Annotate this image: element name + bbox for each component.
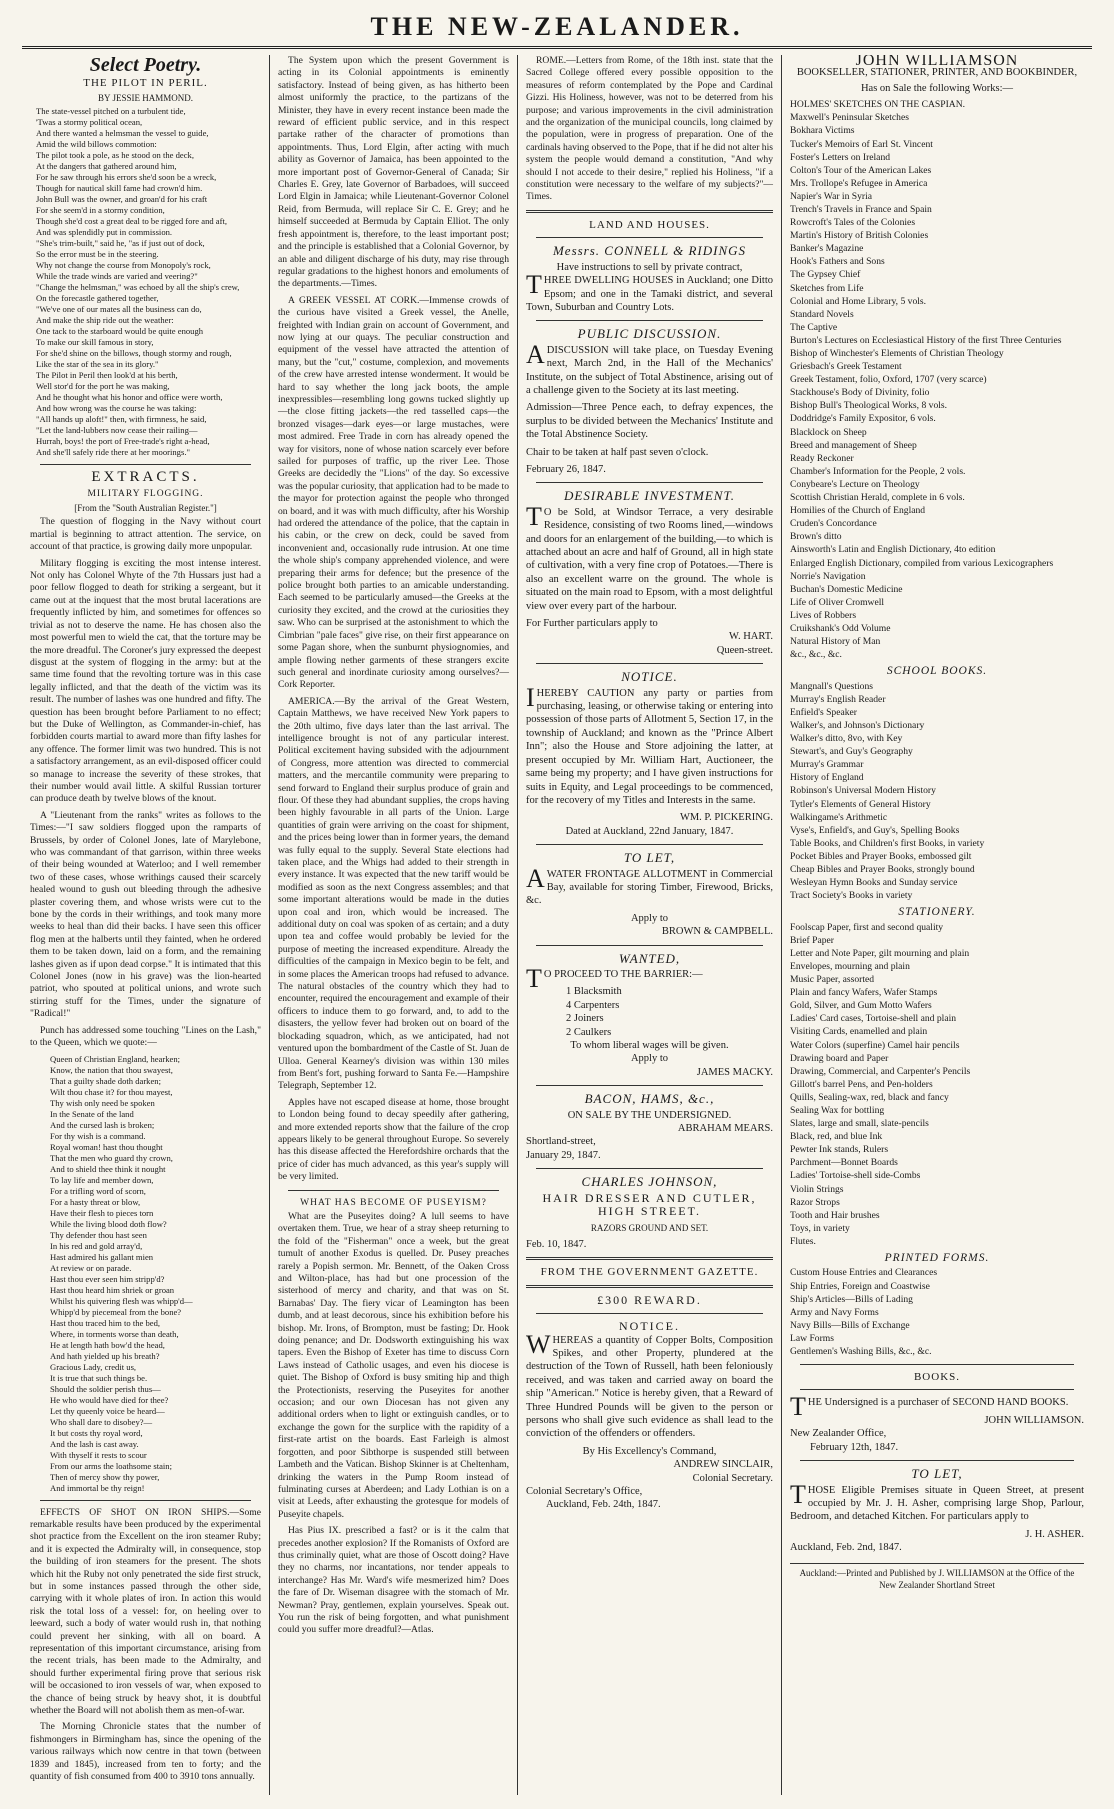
- list-item: Foolscap Paper, first and second quality: [790, 921, 944, 933]
- list-item: Rowcroft's Tales of the Colonies: [790, 217, 916, 229]
- discussion-ad: [526, 327, 773, 476]
- poem-line: With thyself it rests to scour: [50, 1449, 147, 1460]
- column-1: [22, 55, 270, 1795]
- list-item: Doddridge's Family Expositor, 6 vols.: [790, 413, 936, 425]
- poem-line: And the lash is cast away.: [50, 1438, 139, 1449]
- poem-line: The state-vessel pitched on a turbulent tide,: [36, 106, 186, 117]
- to-let-2-date: Auckland, Feb. 2nd, 1847.: [790, 1542, 902, 1554]
- lash-poem: [30, 1054, 261, 1494]
- poem-line: Hurrah, boys! the port of Free-trade's right a-head,: [36, 436, 210, 447]
- gazette-heading: FROM THE GOVERNMENT GAZETTE.: [540, 1266, 759, 1279]
- list-item: Ladies' Tortoise-shell side-Combs: [790, 1170, 921, 1182]
- poem-line: Though for nautical skill fame had crown'd him.: [36, 183, 203, 194]
- list-item: Standard Novels: [790, 308, 854, 320]
- land-heading: LAND AND HOUSES.: [589, 218, 710, 231]
- list-item: Drawing, Commercial, and Carpenter's Pencils: [790, 1065, 971, 1077]
- johnson-note: RAZORS GROUND AND SET.: [590, 1223, 709, 1234]
- reward-heading: £300 REWARD.: [597, 1292, 702, 1307]
- bacon-body: ON SALE BY THE UNDERSIGNED.: [567, 1109, 732, 1121]
- list-item: Mrs. Trollope's Refugee in America: [790, 177, 928, 189]
- notice2-name: ANDREW SINCLAIR,: [673, 1459, 773, 1471]
- poem-line: And to shield thee think it nought: [50, 1163, 166, 1174]
- poem-line: So the error must be in the steering.: [36, 249, 159, 260]
- list-item: Gillott's barrel Pens, and Pen-holders: [790, 1078, 933, 1090]
- divider: [40, 464, 251, 465]
- poem-line: The pilot took a pole, as he stood on the deck,: [36, 150, 194, 161]
- divider: [536, 1085, 763, 1086]
- list-item: Bokhara Victims: [790, 125, 855, 137]
- wanted-item: 1 Blacksmith: [566, 986, 622, 998]
- list-item: Blacklock on Sheep: [790, 426, 867, 438]
- article-paragraph: Military flogging is exciting the most intense interest. Not only has Colonel Whyte of the 7th Hussars just had a poor fellow flogged to death for striking a sergeant, but it came out at the inquest that the most brutal lacerations are frequently inflicted by him, and sometimes for offences so trivial as not to deserve the name. He has chosen also the most powerful men to wield the cat, that the torture may be the more dreadful. The Coroner's jury expressed the deepest disgust at the system of flogging in the army: but at the same time found that the revolting torture was in this case legally inflicted, and that the death of the victim was its result. The number of lashes was one hundred and fifty. The question has been brought before Parliament to no effect; but the Duke of Wellington, as Commander-in-chief, has forbidden courts martial to award more than fifty lashes for any offence. The former limit was two hundred. This is not a satisfactory arrangement, as an evil-disposed officer could so manage to increase the severity of these strokes, that their number would avail little. A skilful Russian torturer can produce death by twelve blows of the knout.: [30, 557, 261, 805]
- poem-line: Though she'd cost a great deal to be rigged fore and aft,: [36, 216, 228, 227]
- list-item: Letter and Note Paper, gilt mourning and plain: [790, 947, 970, 959]
- divider: [536, 237, 763, 238]
- list-item: HOLMES' SKETCHES ON THE CASPIAN.: [790, 99, 966, 111]
- williamson-name: JOHN WILLIAMSON: [855, 55, 1019, 69]
- list-item: Conybeare's Lecture on Theology: [790, 478, 920, 490]
- list-item: Trench's Travels in France and Spain: [790, 203, 932, 215]
- bacon-heading: BACON, HAMS, &c.,: [584, 1091, 715, 1107]
- bacon-date: January 29, 1847.: [526, 1149, 601, 1161]
- list-item: Music Paper, assorted: [790, 974, 875, 986]
- poem-line: For she seem'd in a stormy condition,: [36, 205, 165, 216]
- list-item: Walkingame's Arithmetic: [790, 811, 888, 823]
- article-paragraph: Apples have not escaped disease at home, those brought to London being found to decay speedily after gathering, and more extended reports show that the failure of the crop appears likely to be general throughout Europe. So severely has this disease affected the Herefordshire orchards that the price of cider has much advanced, as this year's supply will be very limited.: [278, 1096, 509, 1183]
- to-let-2-body: THOSE Eligible Premises situate in Queen Street, at present occupied by Mr. J. H. Asher, comprising large Shop, Parlour, Bedroom, and detached Kitchen. For particulars apply to: [790, 1479, 1084, 1523]
- column-4: [782, 55, 1092, 1795]
- discussion-date: February 26, 1847.: [526, 463, 606, 475]
- wanted-wages: To whom liberal wages will be given.: [570, 1040, 729, 1051]
- poem-line: 'Twas a stormy political ocean,: [36, 117, 143, 128]
- list-item: Maxwell's Peninsular Sketches: [790, 112, 909, 124]
- wanted-apply: Apply to: [630, 1053, 669, 1065]
- investment-body: TO be Sold, at Windsor Terrace, a very desirable Residence, consisting of two Rooms lined,—windows and doors for an enlargement of the building,—to which is attached about an acre and half of Ground, all in high state of cultivation, with a very fine crop of Potatoes.—There is also an excellent warre on the ground. The whole is situated on the main road to Epsom, with a most delightful view over every part of the harbour.: [526, 501, 773, 612]
- poem-line: Well stor'd for the port he was making,: [36, 381, 170, 392]
- notice2-body: WHEREAS a quantity of Copper Bolts, Composition Spikes, and other Property, plundered at the destruction of the Town of Russell, hath been feloniously received, and was taken and carried away on board the ship "American." Notice is hereby given, that a Reward of Three Hundred Pounds will be given to the person or persons who shall give such evidence as shall lead to the conviction of the offenders or offenders.: [526, 1329, 773, 1440]
- connell-heading: Messrs. CONNELL & RIDINGS: [552, 243, 747, 259]
- list-item: Norrie's Navigation: [790, 570, 866, 582]
- list-item: Walker's, and Johnson's Dictionary: [790, 719, 925, 731]
- poem-line: And immortal be thy reign!: [50, 1482, 145, 1493]
- stationery-heading: STATIONERY.: [898, 906, 976, 919]
- to-let-body: AWATER FRONTAGE ALLOTMENT in Commercial Bay, available for storing Timber, Firewood, Bricks, &c.: [526, 863, 773, 907]
- to-let-name: BROWN & CAMPBELL.: [661, 926, 773, 938]
- list-item: Scottish Christian Herald, complete in 6 vols.: [790, 492, 965, 504]
- article-paragraph: AMERICA.—By the arrival of the Great Western, Captain Matthews, we have received New York papers to the 20th ultimo, five days later than the last arrival. The intelligence brought is not of any particular interest. Political excitement having subsided with the adjournment of Congress, more attention was directed to commercial matters, and the mercantile community were preparing to send forward to England their surplus produce of grain and flour. Of these they had abundant supplies, the crops having been highly favourable in all parts of the Union. Large quantities of grain were arriving on the coast for shipment, and the prices being lower than in former years, the demand was fully equal to the supply. Several State elections had taken place, and the Whigs had added to their strength in every instance. It was expected that the new tariff would be modified as soon as the next Congress assembles; and that some important alterations would be made in the duties upon coal and iron, which would be increased. The additional duty on coal was spoken of as certain; and a duty upon tea and coffee would probably be levied for the purpose of meeting the increased expenditure. Already the difficulties of the campaign in Mexico begin to be felt, and in some places the American troops had refused to advance. The natural obstacles of the country which they had to encounter, required the encouragement and example of their officers to induce them to go forward, and, to add to the disasters, the yellow fever had broken out on board of the blockading squadron, which, as we anticipated, had not ventured upon the bombardment of the Castle of St. Juan de Ulloa. General Kearney's division was within 130 miles from Bent's fort, pushing forward to Santa Fe.—Hampshire Telegraph, September 12.: [278, 695, 509, 1092]
- notice2-heading: NOTICE.: [619, 1319, 680, 1334]
- wanted-list: [526, 985, 773, 1039]
- list-item: Mangnall's Questions: [790, 680, 874, 692]
- forms-list: [790, 1266, 1084, 1358]
- notice2-office: Colonial Secretary's Office,: [526, 1485, 643, 1497]
- bacon-name: ABRAHAM MEARS.: [677, 1123, 773, 1135]
- discussion-body: ADISCUSSION will take place, on Tuesday Evening next, March 2nd, in the Hall of the Mechanics' Institute, on the subject of Total Abstinence, arising out of a challenge given to the Society at its last meeting.: [526, 339, 773, 396]
- list-item: Flutes.: [790, 1235, 816, 1247]
- list-item: The Captive: [790, 321, 838, 333]
- wanted-name: JAMES MACKY.: [696, 1066, 773, 1078]
- column-3: [518, 55, 782, 1795]
- list-item: Tucker's Memoirs of Earl St. Vincent: [790, 138, 933, 150]
- list-item: Robinson's Universal Modern History: [790, 785, 936, 797]
- poem-line: One tack to the starboard would be quite enough: [36, 326, 204, 337]
- poem-line: Who shall dare to disobey?—: [50, 1416, 153, 1427]
- poem-line: That a guilty shade doth darken;: [50, 1075, 161, 1086]
- list-item: Water Colors (superfine) Camel hair pencils: [790, 1039, 960, 1051]
- investment-heading: DESIRABLE INVESTMENT.: [564, 488, 735, 504]
- list-item: Pewter Ink stands, Rulers: [790, 1144, 889, 1156]
- list-item: Griesbach's Greek Testament: [790, 361, 902, 373]
- wanted-item: 4 Carpenters: [566, 999, 620, 1011]
- list-item: Ship Entries, Foreign and Coastwise: [790, 1280, 930, 1292]
- list-item: History of England: [790, 772, 864, 784]
- poem-line: That the men who guard thy crown,: [50, 1152, 173, 1163]
- poem-line: And he thought what his honor and office were worth,: [36, 392, 223, 403]
- poem-line: While the trade winds are varied and veering?": [36, 271, 198, 282]
- investment-name: W. HART.: [729, 631, 773, 643]
- poem-line: The Pilot in Peril then look'd at his berth,: [36, 370, 178, 381]
- poem-line: Hast thou ever seen him stripp'd?: [50, 1273, 165, 1284]
- poem-line: From our arms the loathsome stain;: [50, 1460, 172, 1471]
- list-item: Wesleyan Hymn Books and Sunday service: [790, 877, 958, 889]
- list-item: Law Forms: [790, 1332, 834, 1344]
- list-item: Buchan's Domestic Medicine: [790, 583, 903, 595]
- list-item: Ainsworth's Latin and English Dictionary, 4to edition: [790, 544, 996, 556]
- column-2: [270, 55, 518, 1795]
- column-2-articles: [278, 55, 509, 1184]
- poem-line: It is true that such things be.: [50, 1372, 148, 1383]
- poem-text: [30, 106, 261, 458]
- list-item: Pocket Bibles and Prayer Books, embossed gilt: [790, 850, 972, 862]
- list-item: Visiting Cards, enamelled and plain: [790, 1026, 928, 1038]
- list-item: Hook's Fathers and Sons: [790, 256, 885, 268]
- poem-line: And hath yielded up his breath?: [50, 1350, 160, 1361]
- johnson-trade: HAIR DRESSER AND CUTLER,: [542, 1190, 757, 1205]
- list-item: Burton's Lectures on Ecclesiastical History of the first Three Centuries: [790, 334, 1062, 346]
- imprint: Auckland:—Printed and Published by J. WILLIAMSON at the Office of the New Zealander Shortland Street: [790, 1563, 1084, 1592]
- list-item: Stewart's, and Guy's Geography: [790, 746, 913, 758]
- poem-title: THE PILOT IN PERIL.: [83, 77, 208, 90]
- poem-line: "Let the land-lubbers now cease their railing—: [36, 425, 198, 436]
- to-let-apply: Apply to: [630, 912, 669, 924]
- list-item: Enlarged English Dictionary, compiled from various Lexicographers: [790, 557, 1054, 569]
- list-item: Gold, Silver, and Gum Motto Wafers: [790, 1000, 932, 1012]
- poem-line: He at length hath bow'd the head,: [50, 1339, 165, 1350]
- poem-line: Hast admired his gallant mien: [50, 1251, 154, 1262]
- poem-line: Let thy queenly voice be heard—: [50, 1405, 165, 1416]
- notice-ad: [526, 670, 773, 838]
- poem-line: And make the ship ride out the weather:: [36, 315, 174, 326]
- poem-line: Gracious Lady, credit us,: [50, 1361, 137, 1372]
- poem-line: Why not change the course from Monopoly's rock,: [36, 260, 211, 271]
- list-item: Natural History of Man: [790, 636, 881, 648]
- list-item: Foster's Letters on Ireland: [790, 151, 891, 163]
- list-item: Brief Paper: [790, 934, 834, 946]
- poem-line: To make our skill famous in story,: [36, 337, 154, 348]
- poem-line: For a trifling word of scorn,: [50, 1185, 146, 1196]
- poem-line: Then of mercy show thy power,: [50, 1471, 160, 1482]
- article-paragraph: Has Pius IX. prescribed a fast? or is it the calm that precedes another explosion? If the Romanists of Oxford are thus criminally quiet, what are those of Oscott doing? Have they no charms, nor incantations, nor tender appeals to interchange? Has Mr. Ward's wife mesmerized him? Does the fare of Dr. Wiseman disagree with the stomach of Mr. Newman? Pray, gentlemen, explain yourselves. Speak out. You run the risk of being forgotten, and what punishment could you suffer more dreadful?—Atlas.: [278, 1525, 509, 1636]
- list-item: Tract Society's Books in variety: [790, 890, 913, 902]
- reward-ad: [526, 1294, 773, 1512]
- poem-line: And how wrong was the course he was taking:: [36, 403, 197, 414]
- poem-line: Hast thou traced him to the bed,: [50, 1317, 161, 1328]
- poem-line: While the living blood doth flow?: [50, 1218, 167, 1229]
- notice2-title: Colonial Secretary.: [692, 1472, 773, 1484]
- poem-line: For a hasty threat or blow,: [50, 1196, 141, 1207]
- list-item: The Gypsey Chief: [790, 269, 861, 281]
- works-list: [790, 98, 1084, 661]
- connell-sub: Have instructions to sell by private contract,: [556, 261, 743, 273]
- list-item: Sealing Wax for bottling: [790, 1104, 885, 1116]
- puseyism-heading: WHAT HAS BECOME OF PUSEYISM?: [300, 1197, 487, 1208]
- article-paragraph: The question of flogging in the Navy without court martial is beginning to attract attention. The service, on account of that practice, is growing daily more unpopular.: [30, 516, 261, 553]
- poem-line: Hast thou heard him shriek or groan: [50, 1284, 175, 1295]
- discussion-admission: Admission—Three Pence each, to defray expences, the surplus to be divided between the Mechanics' Institute and the Total Abstinence Society.: [526, 402, 773, 441]
- notice-heading: NOTICE.: [621, 669, 678, 685]
- list-item: Bishop Bull's Theological Works, 8 vols.: [790, 400, 948, 412]
- extracts-heading: EXTRACTS.: [91, 469, 200, 486]
- poem-line: He who would have died for thee?: [50, 1394, 169, 1405]
- poem-line: And there wanted a helmsman the vessel to guide,: [36, 128, 209, 139]
- divider: [526, 1257, 773, 1260]
- list-item: Ship's Articles—Bills of Lading: [790, 1293, 913, 1305]
- list-item: &c., &c., &c.: [790, 649, 842, 661]
- list-item: Sketches from Life: [790, 282, 864, 294]
- list-item: Chamber's Information for the People, 2 vols.: [790, 465, 966, 477]
- poem-line: "All hands up aloft!" then, with firmness, he said,: [36, 414, 207, 425]
- list-item: Homilies of the Church of England: [790, 505, 926, 517]
- books-office: New Zealander Office,: [790, 1428, 887, 1440]
- poem-line: Whilst his quivering flesh was whipp'd—: [50, 1295, 193, 1306]
- list-item: Razor Strops: [790, 1196, 840, 1208]
- list-item: Breed and management of Sheep: [790, 439, 917, 451]
- divider: [536, 663, 763, 664]
- poem-line: Queen of Christian England, hearken;: [50, 1053, 181, 1064]
- discussion-heading: PUBLIC DISCUSSION.: [577, 326, 722, 342]
- bacon-address: Shortland-street,: [526, 1136, 596, 1148]
- notice-body: IHEREBY CAUTION any party or parties from purchasing, leasing, or otherwise taking or entering into possession of those parts of Allotment 5, Section 17, in the township of Auckland; and known as the "Prince Albert Inn"; also the House and Store adjoining the latter, at present occupied by Mr. William Hart, Auctioneer, the same being my property; and I have given instructions for suits in Equity, and Legal proceedings to be commenced, for the recovery of my Titles and Interests in the same.: [526, 682, 773, 806]
- poem-line: Have their flesh to pieces torn: [50, 1207, 154, 1218]
- list-item: Murray's English Reader: [790, 693, 886, 705]
- list-item: Parchment—Bonnet Boards: [790, 1157, 898, 1169]
- to-let-2-heading: TO LET,: [911, 1466, 963, 1482]
- wanted-heading: WANTED,: [618, 950, 681, 966]
- johnson-street: HIGH STREET.: [597, 1204, 702, 1219]
- wanted-ad: [526, 952, 773, 1080]
- to-let-2-name: J. H. ASHER.: [1025, 1528, 1084, 1540]
- books-name: JOHN WILLIAMSON.: [984, 1414, 1084, 1426]
- books-heading: BOOKS.: [913, 1371, 961, 1384]
- notice-name: WM. P. PICKERING.: [679, 812, 773, 824]
- article-paragraph: Punch has addressed some touching "Lines on the Lash," to the Queen, which we quote:—: [30, 1024, 261, 1049]
- johnson-ad: [526, 1175, 773, 1251]
- divider: [536, 844, 763, 845]
- wanted-item: 2 Caulkers: [566, 1026, 612, 1038]
- flogging-source: [From the "South Australian Register."]: [74, 503, 217, 514]
- article-paragraph: A "Lieutenant from the ranks" writes as follows to the Times:—"I saw soldiers flogged upon the ramparts of Brussels, by order of Colonel Jones, late of Marylebone, who was commandant of that garrison, within three weeks of their being wounded at Waterloo; and I well remember two of these cases, whose writhings caused their scarcely healed wound to gush out bleeding through the adhesive plaster covering them, and whose wrists were cut to the bone by the cords in their writhings, and took many more weeks to heal than did their backs. I have seen this officer flog men at the halberts until they fainted, when he ordered them to be taken down, laid on a form, and the remaining lashes given as if upon dead corpse." It is intimated that this Colonel Jones (now in his grave) was the lion-hearted patriot, who spouted at political unions, and wrote such stirring stuff for the Times, under the signature of "Radical!": [30, 809, 261, 1020]
- williamson-intro: Has on Sale the following Works:—: [860, 82, 1014, 94]
- list-item: Toys, in variety: [790, 1222, 850, 1234]
- list-item: Custom House Entries and Clearances: [790, 1267, 938, 1279]
- connell-ad: [526, 244, 773, 314]
- connell-body: THREE DWELLING HOUSES in Auckland; one Ditto Epsom; and one in the Tamaki district, and several Town, Suburban and Country Lots.: [526, 270, 773, 313]
- list-item: Ladies' Card cases, Tortoise-shell and plain: [790, 1013, 957, 1025]
- list-item: Envelopes, mourning and plain: [790, 960, 910, 972]
- discussion-chair: Chair to be taken at half past seven o'clock.: [526, 446, 709, 458]
- list-item: Bishop of Winchester's Elements of Christian Theology: [790, 348, 1004, 359]
- to-let-2-ad: [790, 1467, 1084, 1554]
- list-item: Enfield's Speaker: [790, 706, 857, 718]
- rome-article: ROME.—Letters from Rome, of the 18th inst. state that the Sacred College offered every possible opposition to the measures of reform contemplated by the Pope and Cardinal Gizzi. His Holiness, however, was not to be deterred from his purpose; and various improvements in the civil administration and the organization of the municipal councils, long claimed by the population, were in progress of preparation. One of the cardinals having observed to the Pope, that if he did not alter his system the people would demand a constitution, "And why should I not accede to their desire," replied his Holiness, "if a constitution were necessary to the welfare of my subjects?"—Times.: [526, 55, 773, 203]
- poem-line: At the dangers that gathered around him,: [36, 161, 177, 172]
- list-item: Martin's History of British Colonies: [790, 230, 929, 242]
- divider: [800, 1389, 1074, 1390]
- williamson-trade: BOOKSELLER, STATIONER, PRINTER, AND BOOKBINDER,: [796, 67, 1078, 79]
- books-date: February 12th, 1847.: [810, 1441, 899, 1453]
- poem-line: On the forecastle gathered together,: [36, 293, 159, 304]
- books-body: THE Undersigned is a purchaser of SECOND HAND BOOKS.: [790, 1392, 1069, 1422]
- stationery-list: [790, 921, 1084, 1248]
- list-item: Drawing board and Paper: [790, 1052, 889, 1064]
- poem-line: Know, the nation that thou swayest,: [50, 1064, 173, 1075]
- poem-line: Like the star of the sea in its glory.": [36, 359, 159, 370]
- notice2-date: Auckland, Feb. 24th, 1847.: [546, 1499, 661, 1511]
- article-paragraph: A GREEK VESSEL AT CORK.—Immense crowds of the curious have visited a Greek vessel, the Anelle, freighted with Indian grain on account of Government, and now lying at our quays. The peculiar construction and equipment of the vessel have attracted the attention of many, but the "cut," costume, complexion, and movements of the crew have arrested intense wonderment. It would be hard to say whether the long jack boots, the ample inexpressibles—resembling long gowns tucked slightly up—the close fitting jackets—the red tasselled caps—the bronzed visages—dark eyes—or large mustaches, were most admired. Free Trade in corn has already opened the way for visitors, none of whose nation scarcely ever before sailed for purposes of traffic, up the river Lee. Those Greeks are decidedly the "Lions" of the day. So excessive was the popular curiosity, that application had to be made to the mayor for protection against the people who thronged on board, and it was with much difficulty, after his Worship had ordered the attendance of the police, that the captain in his cabin, or the crew on deck, could be saved from inconvenient and, occasionally rude intrusion. At one time the whole ship's company apprehended violence, and were preparing their arms for defence; but the presence of the police brought both parties to an amicable understanding. Each seemed to be particularly amused—the Greeks at the curiosity they excited, and the crowd at the curiosities they saw. Who can be surprised at the astonishment to which the Cimbrian "pale faces" give rise, on their first appearance on some Pagan shore, when the sunburnt physiognomies, and ample flowing nether garments of these strangers excite such general and inordinate curiosity among ourselves?—Cork Reporter.: [278, 294, 509, 691]
- poem-line: At review or on parade.: [50, 1262, 132, 1273]
- article-paragraph: What are the Puseyites doing? A lull seems to have overtaken them. True, we hear of a stray sheep returning to the fold of the "Fisherman" once a week, but the great tumult of another Exodus is quelled. Dr. Pusey preaches rarely a Popish sermon. Mr. Bennett, of the Oaken Cross and Wilton-place, has had but one procession of the sisterhood of mercy and charity, and that was on St. Barnabas' Day. The fiery vicar of Leamington has been dumb, and at least decorous, since his exhibition before his bishop. Mr. Irons, of Brompton, must be fasting; Dr. Hook doing penance; and Dr. Dodsworth extinguishing his wax tapers. Even the Bishop of Exeter has time to discuss Corn Laws instead of Catholic usages, and even his diocese is quiet. The Bishop of Oxford is busy smiting hip and thigh the Protectionists, reserving the Puseyites for another occasion; and our own Diocesan has not given any additional orders when to light or extinguish candles, or to exchange the gown for the surplice with the rapidity of a first-rate artist on the boards. East Farleigh is almost forgotten, and poor Sibthorpe is suspended still between Lambeth and the Vatican. Bishop Skinner is at Cheltenham, drinking the waters in the Pump Room instead of fulminating curses at Aberdeen; and Lady Lothian is on a visit at Leeds, after exhausting the grotesque for models of Puseyite chapels.: [278, 1210, 509, 1520]
- flogging-article: [30, 516, 261, 1049]
- columns: [22, 55, 1092, 1795]
- puseyism-article: [278, 1211, 509, 1637]
- list-item: Colonial and Home Library, 5 vols.: [790, 295, 927, 307]
- list-item: Brown's ditto: [790, 531, 842, 543]
- poem-author: BY JESSIE HAMMOND.: [98, 92, 193, 103]
- johnson-heading: CHARLES JOHNSON,: [581, 1174, 718, 1190]
- list-item: Napier's War in Syria: [790, 190, 873, 202]
- poem-line: In his red and gold array'd,: [50, 1240, 143, 1251]
- list-item: Quills, Sealing-wax, red, black and fancy: [790, 1091, 949, 1103]
- poem-line: Thy wish only need be spoken: [50, 1097, 155, 1108]
- poem-line: Amid the wild billows commotion:: [36, 139, 157, 150]
- list-item: Gentlemen's Washing Bills, &c., &c.: [790, 1345, 932, 1357]
- list-item: Cruikshank's Odd Volume: [790, 622, 891, 634]
- poem-line: For he saw through his errors she'd soon be a wreck,: [36, 172, 217, 183]
- list-item: Tytler's Elements of General History: [790, 798, 931, 810]
- investment-apply: For Further particulars apply to: [526, 618, 658, 630]
- poem-line: Wilt thou chase it? for thou mayest,: [50, 1086, 173, 1097]
- divider: [288, 1190, 499, 1191]
- list-item: Army and Navy Forms: [790, 1306, 879, 1318]
- poem-line: Whipp'd by piecemeal from the bone?: [50, 1306, 182, 1317]
- poem-line: Should the soldier perish thus—: [50, 1383, 161, 1394]
- notice2-command: By His Excellency's Command,: [582, 1445, 717, 1457]
- list-item: Slates, large and small, slate-pencils: [790, 1118, 929, 1130]
- wanted-item: 2 Joiners: [566, 1013, 604, 1025]
- masthead: THE NEW-ZEALANDER.: [22, 10, 1092, 49]
- to-let-heading: TO LET,: [623, 850, 676, 866]
- poem-line: And she'll safely ride there at her moorings.": [36, 447, 190, 458]
- bacon-ad: [526, 1092, 773, 1162]
- list-item: Walker's ditto, 8vo, with Key: [790, 733, 903, 745]
- books-ad: [790, 1392, 1084, 1454]
- list-item: Banker's Magazine: [790, 243, 864, 255]
- divider: [526, 1285, 773, 1288]
- chronicle-article: The Morning Chronicle states that the number of fishmongers in Birmingham has, since the opening of the various railways which now centre in that town (between 1839 and 1845), increased from ten to forty; and the quantity of fish consumed from 400 to 3910 tons annually.: [30, 1721, 261, 1783]
- notice-date: Dated at Auckland, 22nd January, 1847.: [565, 825, 734, 837]
- poem-line: And was splendidly put in commission.: [36, 227, 173, 238]
- divider: [536, 482, 763, 483]
- list-item: Life of Oliver Cromwell: [790, 596, 885, 608]
- divider: [40, 1500, 251, 1501]
- johnson-date: Feb. 10, 1847.: [526, 1238, 587, 1250]
- list-item: Vyse's, Enfield's, and Guy's, Spelling Books: [790, 824, 960, 836]
- list-item: Table Books, and Children's first Books, in variety: [790, 837, 985, 849]
- poem-line: And the cursed lash is broken;: [50, 1119, 155, 1130]
- poem-line: In the Senate of the land: [50, 1108, 134, 1119]
- divider: [526, 210, 773, 213]
- poem-line: Thy defender thou hast seen: [50, 1229, 147, 1240]
- school-heading: SCHOOL BOOKS.: [886, 665, 988, 678]
- poem-line: John Bull was the owner, and groan'd for his craft: [36, 194, 208, 205]
- list-item: Cruden's Concordance: [790, 518, 877, 530]
- list-item: Navy Bills—Bills of Exchange: [790, 1319, 910, 1331]
- poem-line: Royal woman! hast thou thought: [50, 1141, 163, 1152]
- list-item: Murray's Grammar: [790, 759, 864, 771]
- list-item: Plain and fancy Wafers, Wafer Stamps: [790, 987, 938, 999]
- poem-line: For she'd shine on the billows, though stormy and rough,: [36, 348, 232, 359]
- divider: [536, 1313, 763, 1314]
- list-item: Violin Strings: [790, 1183, 844, 1195]
- poetry-heading: Select Poetry.: [89, 55, 202, 76]
- list-item: Cheap Bibles and Prayer Books, strongly bound: [790, 863, 975, 875]
- list-item: Black, red, and blue Ink: [790, 1131, 883, 1143]
- investment-address: Queen-street.: [716, 644, 773, 656]
- poem-line: "We've one of our mates all the business can do,: [36, 304, 202, 315]
- list-item: Lives of Robbers: [790, 609, 857, 621]
- list-item: Colton's Tour of the American Lakes: [790, 164, 932, 176]
- to-let-ad: [526, 851, 773, 938]
- poem-line: Where, in torments worse than death,: [50, 1328, 179, 1339]
- poem-line: "Change the helmsman," was echoed by all the ship's crew,: [36, 282, 240, 293]
- divider: [536, 1168, 763, 1169]
- divider: [800, 1364, 1074, 1365]
- list-item: Tooth and Hair brushes: [790, 1209, 880, 1221]
- school-list: [790, 680, 1084, 903]
- wanted-body: TO PROCEED TO THE BARRIER:—: [526, 963, 703, 993]
- shot-article: EFFECTS OF SHOT ON IRON SHIPS.—Some remarkable results have been produced by the experimental shot practice from the Excellent on the iron steamer Ruby; and it is expected the Admiralty will, in consequence, stop the building of iron steamers for the present. The shots which hit the Ruby not only penetrated the side first struck, but in some instances passed through the other side, carrying with it whole plates of iron. In action this would risk the total loss of a vessel: for, on heeling over to leeward, such a body of water would rush in, that nothing could prevent her sinking, with all on board. A representation of this important circumstance, arising from the recent trials, has been made to the Admiralty, and should further experimental firing prove that serious risk will be occasioned to iron vessels of war, when exposed to the chance of being struck by heavy shot, it is doubtful whether the Board will not abolish them as men-of-war.: [30, 1506, 261, 1716]
- divider: [536, 945, 763, 946]
- list-item: Ready Reckoner: [790, 452, 854, 464]
- divider: [800, 1460, 1074, 1461]
- list-item: Stackhouse's Body of Divinity, folio: [790, 387, 930, 399]
- investment-ad: [526, 489, 773, 657]
- poem-line: "She's trim-built," said he, "as if just out of dock,: [36, 238, 205, 249]
- divider: [536, 320, 763, 321]
- list-item: Greek Testament, folio, Oxford, 1707 (very scarce): [790, 374, 987, 386]
- poem-line: It but costs thy royal word,: [50, 1427, 143, 1438]
- poem-line: For thy wish is a command.: [50, 1130, 146, 1141]
- forms-heading: PRINTED FORMS.: [884, 1252, 990, 1264]
- article-paragraph: The System upon which the present Government is acting in its Colonial appointments is eminently satisfactory. Instead of being given, as has hitherto been almost uniformly the practice, to the partizans of the Minister, they have in every recent instance been made the reward of efficient public service, and in this respect partake rather of the character of promotions than appointments. Thus, Lord Elgin, after acting with much ability as Governor of Jamaica, has been appointed to the more important post of Governor-General of Canada; Sir Charles E. Grey, late Governor of Barbadoes, will succeed Lord Elgin in Jamaica; while Lieutenant-Governor Colonel Reid, from Bermuda, will replace Sir C. E. Grey; and he himself succeeded at Bermuda by Captain Elliot. The only fresh appointment is, therefore, to the least important post; and the principle is established that a Colonial Governor, by an able and diligent discharge of his duty, may rise through regular gradations to the highest honors and emoluments of the departments.—Times.: [278, 55, 509, 290]
- flogging-heading: MILITARY FLOGGING.: [87, 488, 204, 499]
- poem-line: To lay life and member down,: [50, 1174, 154, 1185]
